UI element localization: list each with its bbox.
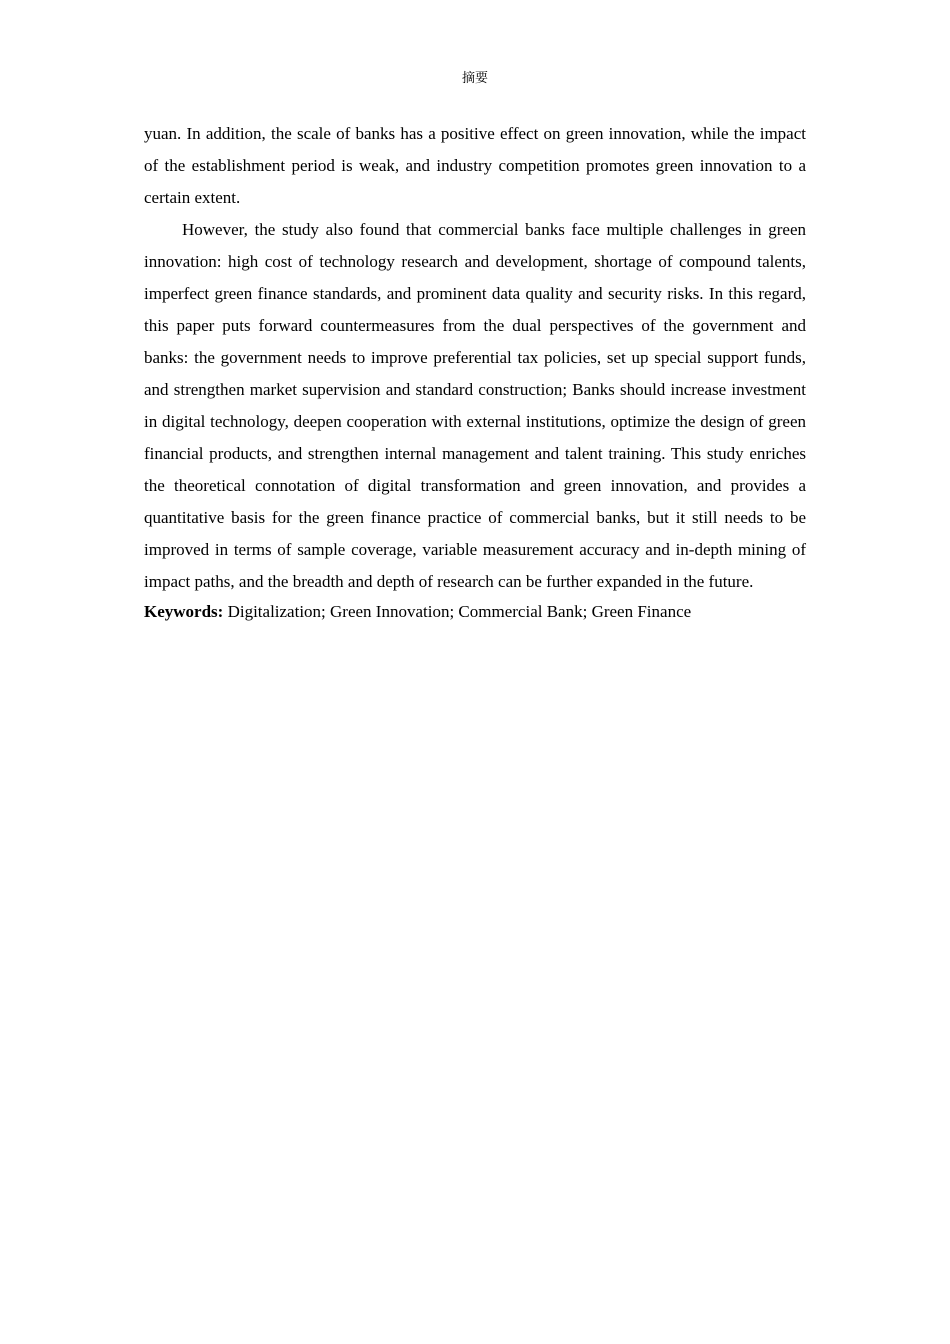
page-header-title: 摘要 (461, 71, 488, 86)
keywords-line (144, 602, 806, 622)
abstract-body (144, 118, 806, 622)
keywords-text: Digitalization; Green Innovation; Commercial Bank; Green Finance (223, 602, 692, 621)
paragraph-challenges: However, the study also found that commercial banks face multiple challenges in green innovation: high cost of technology research and development, shortage of compound talents, imperfect green finance standards, and prominent data quality and security risks. In this regard, this paper puts forward countermeasures from the dual perspectives of the government and banks: the government needs to improve preferential tax policies, set up special support funds, and strengthen market supervision and standard construction; Banks should increase investment in digital technology, deepen cooperation with external institutions, optimize the design of green financial products, and strengthen internal management and talent training. This study enriches the theoretical connotation of digital transformation and green innovation, and provides a quantitative basis for the green finance practice of commercial banks, but it still needs to be improved in terms of sample coverage, variable measurement accuracy and in-depth mining of impact paths, and the breadth and depth of research can be further expanded in the future. (144, 220, 806, 591)
keywords-label: Keywords: (144, 602, 224, 621)
page-header (0, 70, 950, 88)
paragraph-continuation: yuan. In addition, the scale of banks has a positive effect on green innovation, while the impact of the establishment period is weak, and industry competition promotes green innovation to a certain extent. (144, 124, 806, 207)
